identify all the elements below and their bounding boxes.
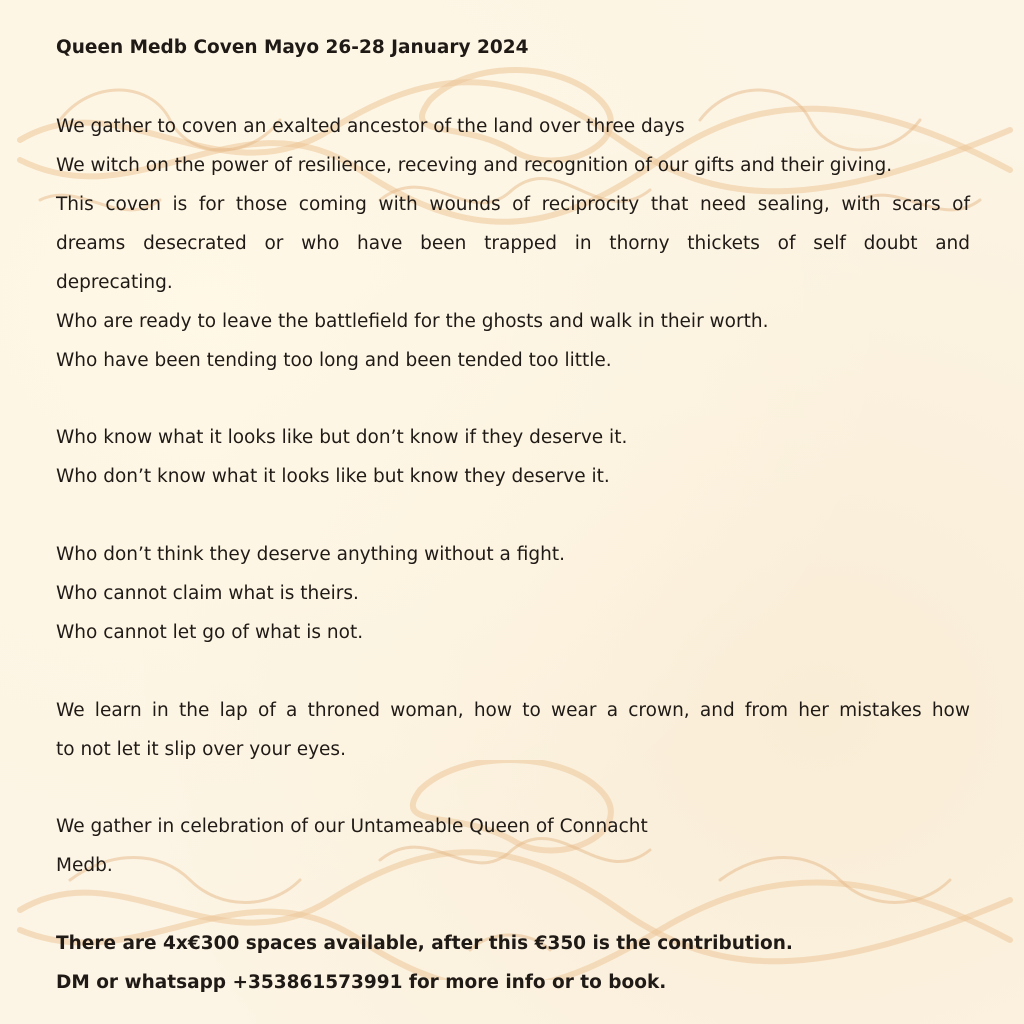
body-line: This coven is for those coming with wounds of reciprocity that need sealing, with scars of	[56, 194, 970, 215]
body-line: Who cannot let go of what is not.	[56, 622, 364, 643]
page-title: Queen Medb Coven Mayo 26-28 January 2024	[56, 37, 529, 58]
body-line: Who cannot claim what is theirs.	[56, 583, 359, 604]
body-line: We gather in celebration of our Untameable Queen of Connacht	[56, 816, 648, 837]
body-line: We learn in the lap of a throned woman, how to wear a crown, and from her mistakes how	[56, 700, 970, 721]
body-line: Who know what it looks like but don’t know if they deserve it.	[56, 427, 628, 448]
body-line: Who have been tending too long and been tended too little.	[56, 350, 612, 371]
body-line: We witch on the power of resilience, receving and recognition of our gifts and their giving.	[56, 155, 893, 176]
body-line: Who don’t know what it looks like but know they deserve it.	[56, 466, 610, 487]
pricing-text: There are 4x€300 spaces available, after this €350 is the contribution.	[56, 933, 793, 954]
body-line: We gather to coven an exalted ancestor of the land over three days	[56, 116, 685, 137]
contact-text: DM or whatsapp +353861573991 for more info or to book.	[56, 972, 667, 993]
body-line: Who don’t think they deserve anything without a fight.	[56, 544, 565, 565]
body-line: deprecating.	[56, 272, 173, 293]
body-line: Who are ready to leave the battlefield for the ghosts and walk in their worth.	[56, 311, 769, 332]
body-line: to not let it slip over your eyes.	[56, 739, 346, 760]
body-line: dreams desecrated or who have been trapped in thorny thickets of self doubt and	[56, 233, 970, 254]
body-line: Medb.	[56, 855, 113, 876]
